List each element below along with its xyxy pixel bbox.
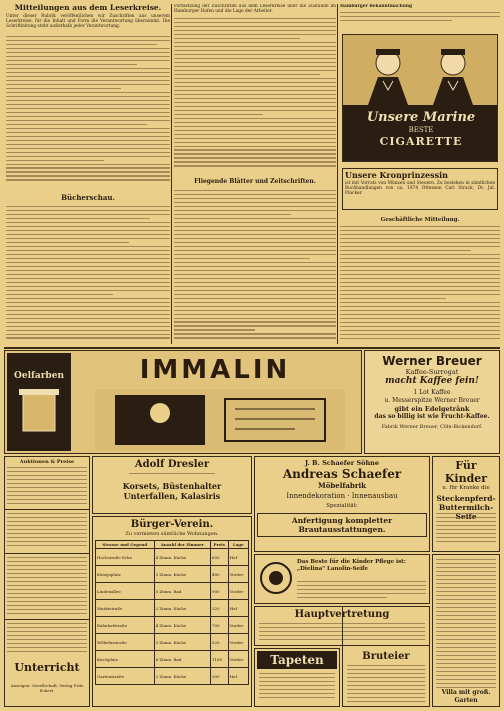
- werner-line1: Kaffee-Surrogat: [405, 368, 459, 376]
- dresler-lines: [101, 473, 243, 477]
- table-header: Preis: [210, 541, 228, 549]
- immalin-sub: Oelfarben: [14, 371, 64, 381]
- buerger-sub: Zu vermieten sämtliche Wohnungen.: [125, 531, 219, 537]
- buerger-verein-ad: [92, 516, 252, 707]
- left-ad-rule-3: [5, 619, 89, 620]
- kronprinzessin-box: [342, 168, 498, 210]
- column-divider: [171, 4, 172, 344]
- tapeten-lines: [259, 673, 335, 701]
- dresler-ad: [92, 456, 252, 514]
- column-3-body: [340, 226, 500, 346]
- kronprinzessin-text: ist mit Vorrats von Münzen und Steuern. Zu beziehen in sämtlichen Buchhandlungen von ca. 1874 Ottensen Carl Strack, Dr. Jul. Pincker.: [345, 181, 495, 197]
- table-row: [96, 634, 249, 651]
- kronprinzessin-title: Unsere Kronprinzessin: [345, 170, 448, 180]
- table-cell: 4 Zimm. Küche: [154, 549, 210, 566]
- dresler-line2: Unterfallen, Kalasiris: [123, 491, 221, 501]
- table-row: [96, 566, 249, 583]
- table-row: [96, 549, 249, 566]
- left-ad-rule-2: [5, 553, 89, 554]
- unterricht-ad: Unterricht: [14, 661, 80, 674]
- werner-line5: gibt ein Edelgetränk: [394, 405, 470, 413]
- schaefer-sub: Möbelfabrik: [317, 481, 367, 490]
- villa-ad: Villa mit groß. Garten: [441, 689, 491, 704]
- table-cell: Vorder: [228, 617, 248, 634]
- immalin-sign: [7, 353, 71, 451]
- footer-note: Anzeigen: Gesellschaft, Verlag Fritz Eckert.: [10, 683, 84, 693]
- table-cell: 520: [210, 634, 228, 651]
- column-2-section-heading: Fliegende Blätter und Zeitschriften.: [194, 178, 316, 185]
- table-header: Anzahl der Zimmer: [154, 541, 210, 549]
- kinder-ad: [432, 456, 500, 552]
- bruteier-title: Bruteier: [362, 651, 410, 662]
- left-ad-lines-2: [7, 513, 87, 549]
- table-cell: Hof: [228, 600, 248, 617]
- werner-line3: 1 Lot Kaffee: [413, 389, 451, 396]
- table-cell: 480: [210, 566, 228, 583]
- kinder-name: Steckenpferd-Buttermilch-: [436, 494, 496, 512]
- bruteier-lines: [347, 665, 425, 705]
- left-ad-title: Auktionen & Preise: [19, 459, 75, 465]
- apartment-table: [95, 540, 249, 685]
- column-1-body: [6, 36, 170, 186]
- column-1-section-heading: Bücherschau.: [61, 193, 115, 202]
- column-2-body-2: [174, 190, 336, 344]
- buerger-title: Bürger-Verein.: [130, 519, 214, 530]
- table-row: [96, 600, 249, 617]
- table-row: [96, 617, 249, 634]
- column-1-heading: Mitteilungen aus dem Leserkreise.: [14, 4, 162, 12]
- column-divider: [337, 4, 338, 344]
- tapeten-title: Tapeten: [257, 651, 337, 669]
- bruteier-ad: [342, 606, 430, 707]
- table-cell: Hof: [228, 549, 248, 566]
- table-header: Strasse und Gegend: [96, 541, 155, 549]
- table-cell: Königsplatz: [96, 566, 155, 583]
- brand-sub2: CIGARETTE: [379, 135, 463, 148]
- table-cell: 900: [210, 583, 228, 600]
- column-2: [174, 4, 336, 346]
- column-3-section-heading: Geschäftliche Mitteilung.: [380, 217, 460, 223]
- column-3: [340, 4, 500, 346]
- table-cell: Vorder: [228, 651, 248, 668]
- dresler-name: Adolf Dresler: [134, 459, 210, 470]
- right-bottom-ads: [432, 554, 500, 707]
- right-bottom-lines: [436, 559, 496, 690]
- table-cell: 5 Zimm. Bad: [154, 583, 210, 600]
- dresler-line1: Korsets, Büstenhalter: [122, 481, 222, 491]
- left-ad-lines-3: [7, 557, 87, 617]
- immalin-title: IMMALIN: [139, 355, 291, 385]
- dielina-lines: [297, 581, 426, 601]
- werner-line6: das so billig ist wie Frucht-Kaffee.: [374, 413, 490, 420]
- dielina-ad: [254, 554, 430, 604]
- table-cell: 2 Zimm. Küche: [154, 668, 210, 685]
- sailors-icon: [343, 35, 498, 105]
- kinder-lines: [436, 513, 496, 545]
- column-1-intro: Unter dieser Rubrik veröffentlichen wir Zuschriften aus unserem Leserkreise, für die Inhalt und Form die Verantwortung übernimmt. Die Schriftleitung steht außerhalb jeder Verantwortung.: [6, 14, 170, 30]
- table-cell: 4 Zimm. Küche: [154, 617, 210, 634]
- werner-line2: macht Kaffee fein!: [385, 376, 479, 386]
- schaefer-line: Innendekoration · Innenausbau: [286, 492, 398, 500]
- table-cell: Marktstraße: [96, 600, 155, 617]
- column-2-lead: Fortsetzung der Zuschriften aus dem Leserkreise über die Zustände im Hamburger Hafen und die Lage der Arbeiter.: [174, 4, 336, 15]
- table-cell: 300: [210, 668, 228, 685]
- table-cell: Vorder: [228, 566, 248, 583]
- column-1: [6, 4, 170, 346]
- table-row: [96, 651, 249, 668]
- column-3-top-lines: [340, 12, 500, 32]
- table-header: Lage: [228, 541, 248, 549]
- immalin-illustration: [95, 389, 345, 451]
- schaefer-name: Andreas Schaefer: [282, 467, 402, 481]
- brand-sub: BESTE: [408, 126, 434, 134]
- table-cell: 320: [210, 600, 228, 617]
- cigarette-ad: [342, 34, 498, 162]
- table-cell: 2 Zimm. Küche: [154, 600, 210, 617]
- left-ad-lines-4: [7, 623, 87, 655]
- table-row: [96, 583, 249, 600]
- left-ads-column: [4, 456, 90, 707]
- table-cell: Vorder: [228, 634, 248, 651]
- schaefer-top: J. B. Schaefer Söhne: [304, 459, 380, 467]
- sailor-illustration: [343, 35, 498, 105]
- section-divider: [4, 347, 500, 349]
- emblem-icon: [259, 561, 293, 595]
- left-ad-rule: [5, 509, 89, 510]
- table-cell: Bahnhofstraße: [96, 617, 155, 634]
- column-3-top-text: Hamburger Bekanntmachung: [340, 4, 412, 9]
- schaefer-ad: [254, 456, 430, 552]
- table-cell: Lindenallee: [96, 583, 155, 600]
- table-cell: 3 Zimm. Küche: [154, 634, 210, 651]
- schaefer-spec: Spezialität:: [326, 503, 358, 509]
- kinder-line: u. für Kranke die: [442, 485, 490, 491]
- table-cell: 1100: [210, 651, 228, 668]
- table-cell: 6 Zimm. Bad: [154, 651, 210, 668]
- table-cell: Kirchplatz: [96, 651, 155, 668]
- paint-can-icon: [9, 385, 69, 435]
- hauptvertretung-title: Hauptvertretung: [294, 609, 390, 620]
- schaefer-big: Anfertigung kompletter Brautausstattungen.: [257, 513, 427, 537]
- column-2-body: [174, 18, 336, 168]
- werner-title: Werner Breuer: [382, 354, 482, 368]
- werner-line4: u. Messerspitze Werner Breuer: [384, 397, 480, 404]
- workers-illustration-icon: [95, 389, 345, 451]
- table-cell: Vorder: [228, 583, 248, 600]
- werner-line7: Fabrik Werner Breuer, Cöln-Bickendorf.: [381, 424, 483, 430]
- table-cell: Hof: [228, 668, 248, 685]
- table-row: [96, 668, 249, 685]
- column-1-body-2: [6, 206, 170, 344]
- left-ad-lines: [7, 467, 87, 507]
- dielina-text: Das Beste für die Kinder Pflege ist: „Dielina" Lanolin-Seife: [297, 559, 406, 572]
- brand-name: Unsere Marine: [366, 110, 476, 125]
- table-cell: Wilhelmstraße: [96, 634, 155, 651]
- table-cell: Hochstraße Ecke: [96, 549, 155, 566]
- werner-breuer-ad: [364, 350, 500, 454]
- brand-banner: [343, 105, 498, 162]
- immalin-ad: [4, 350, 362, 454]
- tapeten-ad: [254, 648, 340, 707]
- table-cell: 700: [210, 617, 228, 634]
- table-cell: 650: [210, 549, 228, 566]
- kinder-title: Für Kinder: [444, 459, 488, 485]
- table-cell: 3 Zimm. Küche: [154, 566, 210, 583]
- table-cell: Gartenstraße: [96, 668, 155, 685]
